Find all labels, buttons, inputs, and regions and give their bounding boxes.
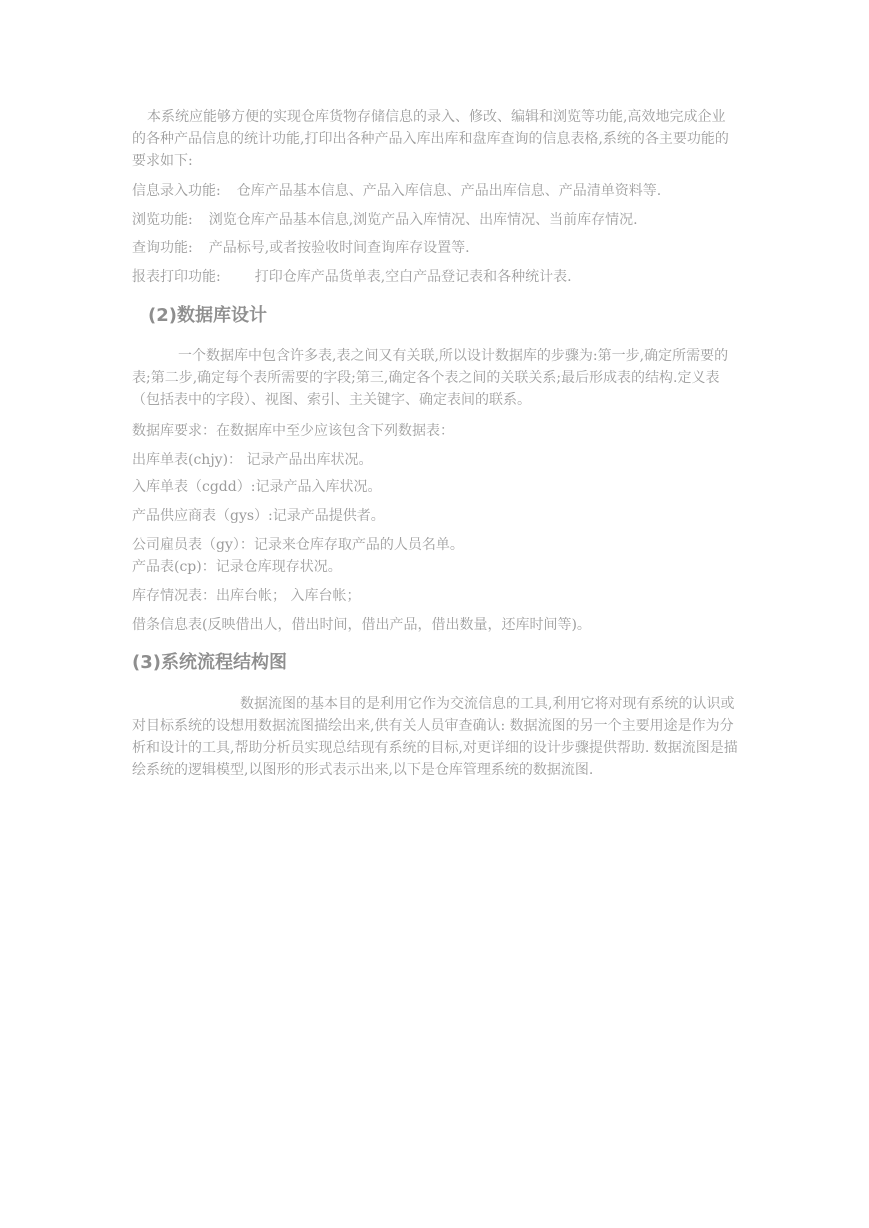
table-item: 产品表(cp)：记录仓库现存状况。 (132, 559, 342, 575)
database-requirement: 数据库要求：在数据库中至少应该包含下列数据表： (132, 423, 454, 439)
function-text: 打印仓库产品货单表,空白产品登记表和各种统计表. (254, 269, 572, 285)
section-heading-system-flow: (3)系统流程结构图 (132, 652, 287, 673)
function-item-entry (132, 181, 661, 201)
function-item-browse (132, 210, 638, 230)
function-label: 浏览功能: (132, 212, 193, 228)
function-text: 产品标号,或者按验收时间查询库存设置等. (208, 240, 470, 256)
table-item: 公司雇员表（gy）：记录来仓库存取产品的人员名单。 (132, 537, 464, 553)
section-heading-database-design: (2)数据库设计 (148, 305, 267, 326)
intro-paragraph: 本系统应能够方便的实现仓库货物存储信息的录入、修改、编辑和浏览等功能,高效地完成企业的各种产品信息的统计功能,打印出各种产品入库出库和盘库查询的信息表格,系统的各主要功能的要求如下: (132, 109, 729, 169)
function-item-query (132, 238, 470, 258)
table-item: 库存情况表：出库台帐； 入库台帐； (132, 588, 361, 604)
function-text: 浏览仓库产品基本信息,浏览产品入库情况、出库情况、当前库存情况. (208, 212, 638, 228)
system-flow-paragraph: 数据流图的基本目的是利用它作为交流信息的工具,利用它将对现有系统的认识或对目标系统的设想用数据流图描绘出来,供有关人员审查确认: 数据流图的另一个主要用途是作为分析和设计的工具,帮助分析员实现总结现有系统的目标,对更详细的设计步骤提供帮助. 数据流图是描绘系统的逻辑模型,以图形的形式表示出来,以下是仓库管理系统的数据流图. (132, 696, 738, 778)
function-text: 仓库产品基本信息、产品入库信息、产品出库信息、产品清单资料等. (236, 183, 662, 199)
function-item-report (132, 267, 572, 287)
function-label: 查询功能: (132, 240, 193, 256)
table-item: 产品供应商表（gys）:记录产品提供者。 (132, 508, 385, 524)
table-item: 入库单表（cgdd）:记录产品入库状况。 (132, 479, 382, 495)
table-item: 出库单表(chjy)： 记录产品出库状况。 (132, 452, 373, 468)
function-label: 报表打印功能: (132, 269, 221, 285)
table-item: 借条信息表(反映借出人，借出时间，借出产品，借出数量，还库时间等)。 (132, 617, 591, 633)
database-design-paragraph: 一个数据库中包含许多表,表之间又有关联,所以设计数据库的步骤为:第一步,确定所需要的表;第二步,确定每个表所需要的字段;第三,确定各个表之间的关联关系;最后形成表的结构.定义表（包括表中的字段）、视图、索引、主关键字、确定表间的联系。 (132, 348, 729, 408)
function-label: 信息录入功能: (132, 183, 221, 199)
